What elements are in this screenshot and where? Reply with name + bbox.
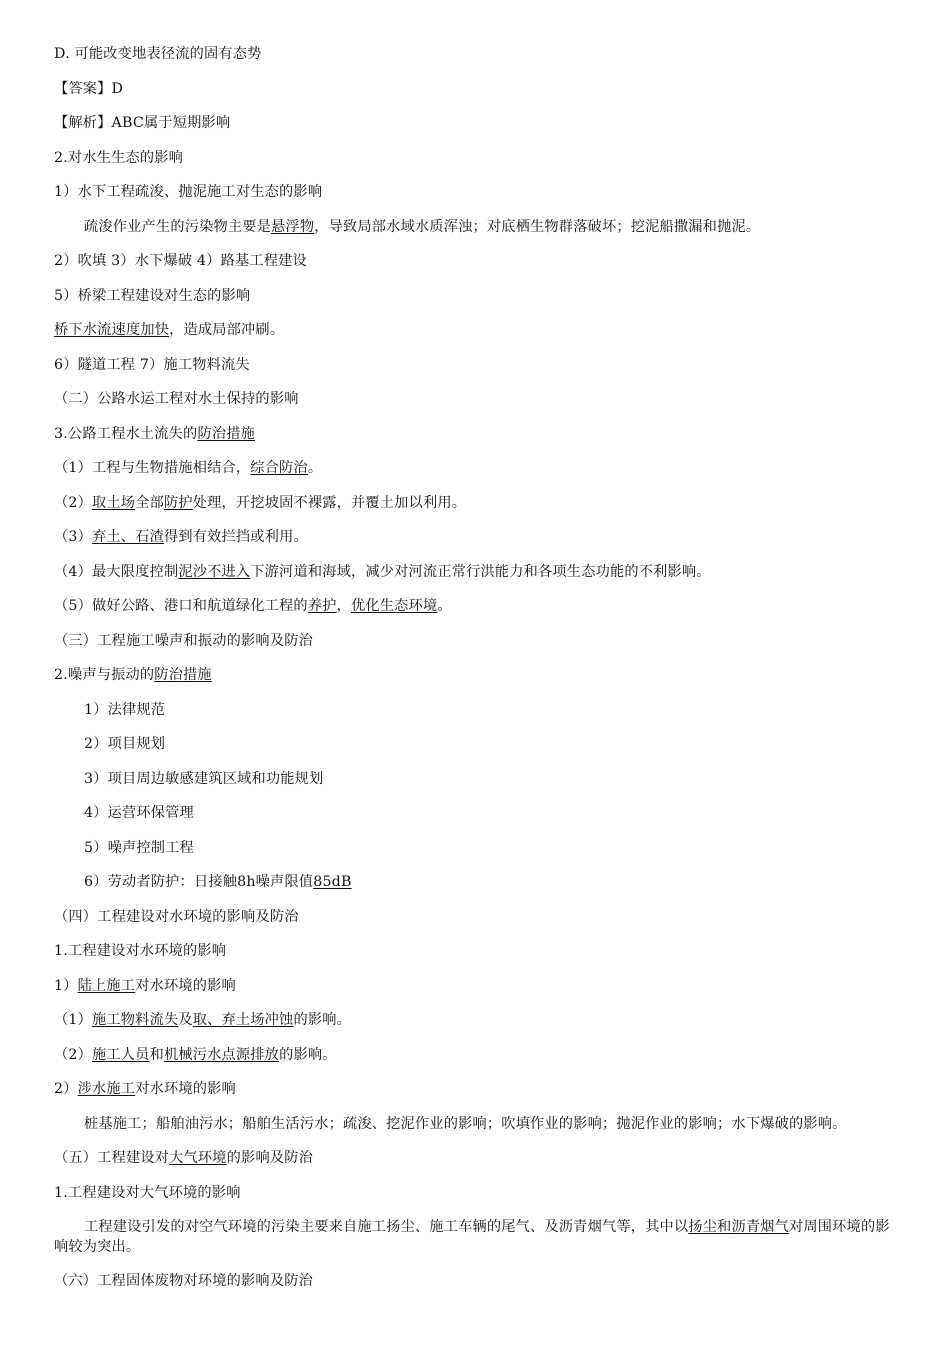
paragraph: 疏浚作业产生的污染物主要是悬浮物，导致局部水域水质浑浊；对底栖生物群落破坏；挖泥船撒漏和抛泥。 xyxy=(84,219,761,235)
list-item: （4）最大限度控制泥沙不进入下游河道和海域，减少对河流正常行洪能力和各项生态功能的不利影响。 xyxy=(54,564,711,580)
list-item: 2）项目规划 xyxy=(84,736,166,752)
section-heading: （六）工程固体废物对环境的影响及防治 xyxy=(54,1273,313,1289)
underlined-term: 泥沙不进入 xyxy=(178,564,251,580)
list-item: （2）取土场全部防护处理，开挖坡固不裸露，并覆土加以利用。 xyxy=(54,495,467,511)
explanation-line: 【解析】ABC属于短期影响 xyxy=(54,115,231,131)
option-d: D. 可能改变地表径流的固有态势 xyxy=(54,46,262,62)
section-heading: 2.对水生生态的影响 xyxy=(54,150,184,166)
list-item: 5）桥梁工程建设对生态的影响 xyxy=(54,288,251,304)
list-item: 1）陆上施工对水环境的影响 xyxy=(54,978,236,994)
section-heading: 2.噪声与振动的防治措施 xyxy=(54,667,212,683)
underlined-term: 桥下水流速度加快 xyxy=(54,322,170,338)
section-heading: （五）工程建设对大气环境的影响及防治 xyxy=(54,1150,313,1166)
underlined-term: 优化生态环境 xyxy=(351,598,438,614)
underlined-term: 施工人员 xyxy=(92,1047,150,1063)
underlined-term: 取、弃土场冲蚀 xyxy=(192,1012,294,1028)
underlined-term: 养护 xyxy=(307,598,337,614)
underlined-term: 施工物料流失 xyxy=(92,1012,179,1028)
list-item: （3）弃土、石渣得到有效拦挡或利用。 xyxy=(54,529,308,545)
underlined-term: 机械污水点源排放 xyxy=(163,1047,280,1063)
list-item: 1）水下工程疏浚、抛泥施工对生态的影响 xyxy=(54,184,323,200)
list-item: （2）施工人员和机械污水点源排放的影响。 xyxy=(54,1047,337,1063)
list-item: （1）施工物料流失及取、弃土场冲蚀的影响。 xyxy=(54,1012,352,1028)
list-item: 3）项目周边敏感建筑区域和功能规划 xyxy=(84,771,324,787)
underlined-term: 防护 xyxy=(163,495,193,511)
underlined-term: 综合防治 xyxy=(250,460,308,476)
underlined-term: 陆上施工 xyxy=(77,978,136,994)
list-item: 1）法律规范 xyxy=(84,702,166,718)
list-item: （5）做好公路、港口和航道绿化工程的养护，优化生态环境。 xyxy=(54,598,452,614)
paragraph: 工程建设引发的对空气环境的污染主要来自施工扬尘、施工车辆的尾气、及沥青烟气等，其中以扬尘和沥青烟气对周围环境的影响较为突出。 xyxy=(54,1219,890,1255)
list-item: 4）运营环保管理 xyxy=(84,805,194,821)
section-heading: （三）工程施工噪声和振动的影响及防治 xyxy=(54,633,313,649)
section-heading: 1.工程建设对水环境的影响 xyxy=(54,943,227,959)
section-heading: （四）工程建设对水环境的影响及防治 xyxy=(54,909,299,925)
underlined-term: 防治措施 xyxy=(197,426,255,442)
paragraph: 桩基施工；船舶油污水；船舶生活污水；疏浚、挖泥作业的影响；吹填作业的影响；抛泥作业的影响；水下爆破的影响。 xyxy=(84,1116,847,1132)
underlined-term: 85dB xyxy=(313,874,352,890)
underlined-term: 扬尘和沥青烟气 xyxy=(688,1219,789,1235)
answer-line: 【答案】D xyxy=(54,81,124,97)
section-heading: （二）公路水运工程对水土保持的影响 xyxy=(54,391,299,407)
underlined-term: 取土场 xyxy=(92,495,136,511)
section-heading: 3.公路工程水土流失的防治措施 xyxy=(54,426,255,442)
list-item: 2）涉水施工对水环境的影响 xyxy=(54,1081,236,1097)
section-heading: 1.工程建设对大气环境的影响 xyxy=(54,1185,241,1201)
list-item: （1）工程与生物措施相结合，综合防治。 xyxy=(54,460,323,476)
underlined-term: 弃土、石渣 xyxy=(92,529,164,545)
list-item: 6）隧道工程 7）施工物料流失 xyxy=(54,357,250,373)
paragraph: 桥下水流速度加快，造成局部冲刷。 xyxy=(54,322,285,338)
underlined-term: 防治措施 xyxy=(154,667,212,683)
underlined-term: 大气环境 xyxy=(169,1150,227,1166)
underlined-term: 涉水施工 xyxy=(77,1081,136,1097)
list-item: 6）劳动者防护：日接触8h噪声限值85dB xyxy=(84,874,352,890)
underlined-term: 悬浮物 xyxy=(271,219,315,235)
list-item: 5）噪声控制工程 xyxy=(84,840,194,856)
list-item: 2）吹填 3）水下爆破 4）路基工程建设 xyxy=(54,253,307,269)
